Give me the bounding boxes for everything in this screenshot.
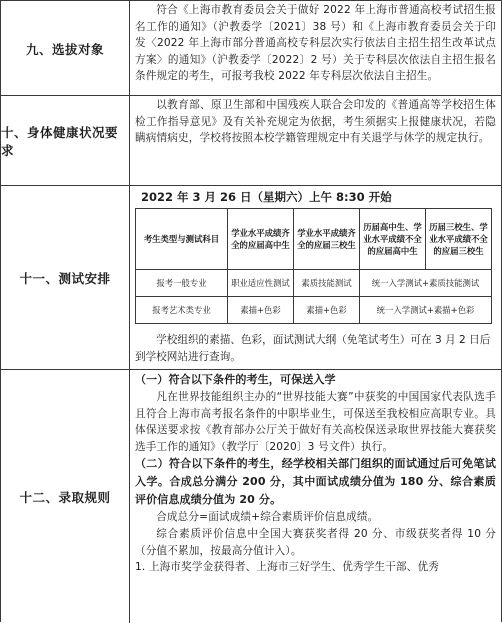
table-cell: 报考一般专业 bbox=[136, 270, 228, 297]
table-cell: 职业适应性测试 bbox=[228, 270, 294, 297]
section-label: 十一、测试安排 bbox=[1, 186, 130, 370]
section-text: 以教育部、原卫生部和中国残疾人联合会印发的《普通高等学校招生体检工作指导意见》及有关补充规定为依据，考生须据实上报健康状况，若隐瞒病情病史，学校将按照本校学籍管理规定中有关退学与休学的规定执行。 bbox=[135, 99, 496, 145]
section-admission-rules bbox=[1, 369, 501, 623]
test-subjects-table bbox=[135, 208, 492, 324]
table-header-cell: 历届高中生、学业水平成绩不全的应届高中生 bbox=[360, 209, 426, 270]
table-header-row bbox=[136, 209, 492, 270]
section-label: 十、身体健康状况要求 bbox=[1, 96, 130, 186]
table-row bbox=[136, 297, 492, 324]
section-health-requirements bbox=[1, 95, 501, 186]
section-label: 九、选拔对象 bbox=[1, 1, 130, 96]
table-cell: 统一入学测试+素描+色彩 bbox=[360, 297, 492, 324]
rule-heading-1: （一）符合以下条件的考生，可保送入学 bbox=[135, 373, 336, 386]
schedule-note: 学校组织的素描、色彩，面试测试大纲（免笔试考生）可在 3 月 2 日后到学校网站进行查询。 bbox=[135, 334, 491, 363]
section-text: 符合《上海市教育委员会关于做好 2022 年上海市普通高校考试招生报名工作的通知》（沪教委学〔2021〕38 号）和《上海市教育委员会关于印发〈2022 年上海市部分普通高校专科层次实行依法自主招生招生改革试点方案〉的通知》（沪教委学〔2022〕2 号）关于专科层次依法自主招生报名条件规定的考生，可报考我校 2022 年专科层次依法自主招生。 bbox=[135, 4, 496, 83]
table-cell: 报考艺术类专业 bbox=[136, 297, 228, 324]
rule-paragraph-1: 凡在世界技能组织主办的“世界技能大赛”中获奖的中国国家代表队选手且符合上海市高考报名条件的中职毕业生，可保送至我校相应高职专业。具体保送要求按《教育部办公厅关于做好有关高校保送录取世界技能大赛获奖选手工作的通知》（教学厅〔2020〕3 号文件）执行。 bbox=[135, 391, 496, 453]
section-body bbox=[135, 371, 496, 576]
table-header-cell: 历届三校生、学业水平成绩不全的应届三校生 bbox=[426, 209, 492, 270]
rule-heading-2: （二）符合以下条件的考生，经学校相关部门组织的面试通过后可免笔试入学。合成总分满分 200 分，其中面试成绩分值为 180 分、综合素质评价信息成绩分值为 20 分。 bbox=[135, 457, 496, 507]
table-header-cell: 考生类型与测试科目 bbox=[136, 209, 228, 270]
table-cell: 素质技能测试 bbox=[294, 270, 360, 297]
rule-item-1: 1. 上海市奖学金获得者、上海市三好学生、优秀学生干部、优秀 bbox=[135, 561, 440, 574]
section-selection-targets bbox=[1, 0, 501, 96]
table-header-cell: 学业水平成绩齐全的应届三校生 bbox=[294, 209, 360, 270]
table-header-cell: 学业水平成绩齐全的应届高中生 bbox=[228, 209, 294, 270]
section-test-schedule bbox=[1, 185, 501, 370]
table-cell: 统一入学测试+素质技能测试 bbox=[360, 270, 492, 297]
score-note: 综合素质评价信息中全国大赛获奖者得 20 分、市级获奖者得 10 分（分值不累加，按最高分值计入）。 bbox=[135, 527, 496, 557]
score-formula: 合成总分=面试成绩+综合素质评价信息成绩。 bbox=[156, 511, 379, 524]
test-date-line: 2022 年 3 月 26 日（星期六）上午 8:30 开始 bbox=[141, 190, 392, 204]
table-row bbox=[136, 270, 492, 297]
table-cell: 素描+色彩 bbox=[294, 297, 360, 324]
table-cell: 素描+色彩 bbox=[228, 297, 294, 324]
section-label: 十二、录取规则 bbox=[1, 370, 130, 623]
